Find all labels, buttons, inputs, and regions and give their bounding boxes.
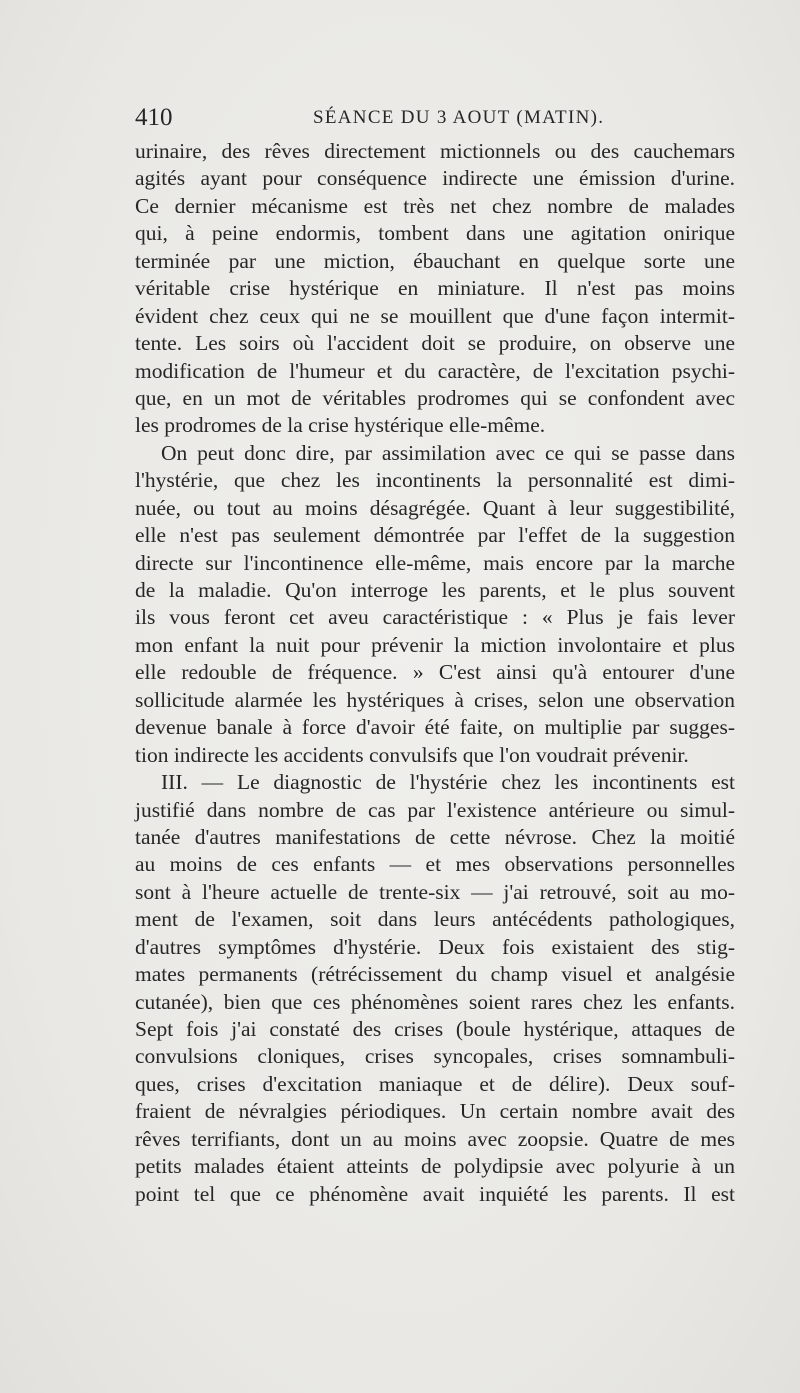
text-line: modification de l'humeur et du caractère, de l'excitation psychi- <box>135 358 735 383</box>
text-line: rêves terrifiants, dont un au moins avec zoopsie. Quatre de mes <box>135 1126 735 1151</box>
text-line: III. — Le diagnostic de l'hystérie chez les incontinents est <box>161 770 735 795</box>
text-line: mates permanents (rétrécissement du champ visuel et analgésie <box>135 962 735 987</box>
text-line: fraient de névralgies périodiques. Un certain nombre avait des <box>135 1099 735 1124</box>
text-line: sollicitude alarmée les hystériques à crises, selon une observation <box>135 687 735 712</box>
text-line: terminée par une miction, ébauchant en quelque sorte une <box>135 248 735 273</box>
text-line: ment de l'examen, soit dans leurs antécédents pathologiques, <box>135 907 735 932</box>
text-line: justifié dans nombre de cas par l'existence antérieure ou simul- <box>135 797 735 822</box>
text-line: ques, crises d'excitation maniaque et de délire). Deux souf- <box>135 1071 735 1096</box>
text-line: petits malades étaient atteints de polydipsie avec polyurie à un <box>135 1154 735 1179</box>
text-line: d'autres symptômes d'hystérie. Deux fois existaient des stig- <box>135 934 735 959</box>
text-line: nuée, ou tout au moins désagrégée. Quant à leur suggestibilité, <box>135 495 735 520</box>
page-number: 410 <box>135 104 173 131</box>
running-head: SÉANCE DU 3 AOUT (MATIN). <box>313 107 605 128</box>
text-line: tente. Les soirs où l'accident doit se produire, on observe une <box>135 331 735 356</box>
text-line: l'hystérie, que chez les incontinents la personnalité est dimi- <box>135 468 735 493</box>
text-line: elle n'est pas seulement démontrée par l'effet de la suggestion <box>135 523 735 548</box>
text-line: cutanée), bien que ces phénomènes soient rares chez les enfants. <box>135 989 735 1014</box>
body-text <box>135 138 735 1208</box>
text-line: Sept fois j'ai constaté des crises (boule hystérique, attaques de <box>135 1017 735 1041</box>
text-line: mon enfant la nuit pour prévenir la miction involontaire et plus <box>135 632 735 657</box>
text-line: ils vous feront cet aveu caractéristique : « Plus je fais lever <box>135 605 735 630</box>
text-line: de la maladie. Qu'on interroge les parents, et le plus souvent <box>135 578 735 602</box>
text-line: elle redouble de fréquence. » C'est ainsi qu'à entourer d'une <box>135 660 735 685</box>
text-line: Ce dernier mécanisme est très net chez nombre de malades <box>135 193 735 218</box>
text-line: On peut donc dire, par assimilation avec ce qui se passe dans <box>161 440 735 465</box>
text-line: directe sur l'incontinence elle-même, mais encore par la marche <box>135 550 735 575</box>
text-line: point tel que ce phénomène avait inquiété les parents. Il est <box>135 1181 735 1206</box>
page-header <box>135 101 735 135</box>
text-line: évident chez ceux qui ne se mouillent que d'une façon intermit- <box>135 303 735 328</box>
text-line: au moins de ces enfants — et mes observations personnelles <box>135 852 735 877</box>
text-line: véritable crise hystérique en miniature. Il n'est pas moins <box>135 276 735 301</box>
text-line: urinaire, des rêves directement mictionnels ou des cauchemars <box>135 139 735 163</box>
text-line: tanée d'autres manifestations de cette névrose. Chez la moitié <box>135 824 735 849</box>
text-line: agités ayant pour conséquence indirecte une émission d'urine. <box>135 166 735 191</box>
text-line: tion indirecte les accidents convulsifs que l'on voudrait prévenir. <box>135 742 689 767</box>
text-line: les prodromes de la crise hystérique elle-même. <box>135 413 546 438</box>
text-line: sont à l'heure actuelle de trente-six — j'ai retrouvé, soit au mo- <box>135 879 735 904</box>
text-line: devenue banale à force d'avoir été faite, on multiplie par sugges- <box>135 715 735 740</box>
text-line: convulsions cloniques, crises syncopales, crises somnambuli- <box>135 1044 735 1069</box>
text-line: qui, à peine endormis, tombent dans une agitation onirique <box>135 221 735 246</box>
text-line: que, en un mot de véritables prodromes qui se confondent avec <box>135 385 735 410</box>
